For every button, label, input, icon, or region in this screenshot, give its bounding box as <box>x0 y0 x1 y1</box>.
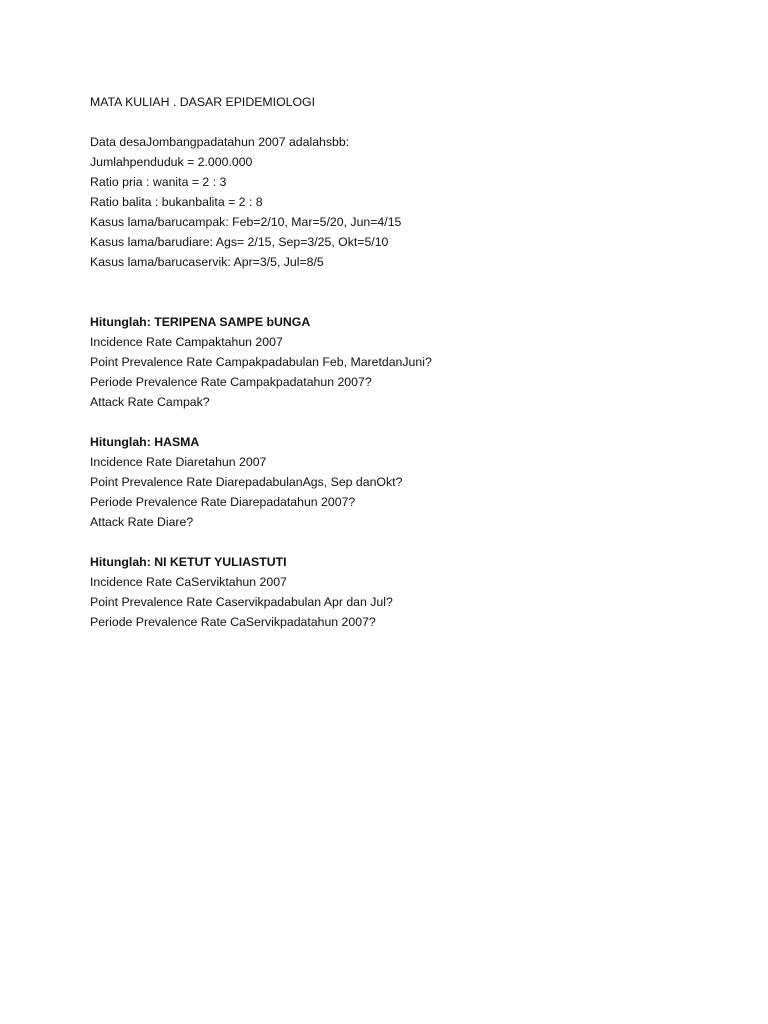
spacer <box>90 112 710 132</box>
task-item: Periode Prevalence Rate Campakpadatahun 2007? <box>90 375 372 389</box>
task-item: Periode Prevalence Rate CaServikpadatahun 2007? <box>90 615 376 629</box>
data-sex-ratio: Ratio pria : wanita = 2 : 3 <box>90 175 227 189</box>
task-item: Incidence Rate Diaretahun 2007 <box>90 455 267 469</box>
task-heading-3: Hitunglah: NI KETUT YULIASTUTI <box>90 555 287 569</box>
data-diarrhea-cases: Kasus lama/barudiare: Ags= 2/15, Sep=3/25, Okt=5/10 <box>90 235 389 249</box>
task-heading-2: Hitunglah: HASMA <box>90 435 200 449</box>
spacer <box>90 412 710 432</box>
data-cervical-cases: Kasus lama/barucaservik: Apr=3/5, Jul=8/5 <box>90 255 324 269</box>
task-item: Incidence Rate CaServiktahun 2007 <box>90 575 287 589</box>
document-title: MATA KULIAH . DASAR EPIDEMIOLOGI <box>90 95 316 109</box>
task-item: Incidence Rate Campaktahun 2007 <box>90 335 283 349</box>
task-item: Attack Rate Diare? <box>90 515 194 529</box>
data-population: Jumlahpenduduk = 2.000.000 <box>90 155 253 169</box>
spacer <box>90 272 710 312</box>
task-item: Point Prevalence Rate DiarepadabulanAgs, Sep danOkt? <box>90 475 403 489</box>
task-item: Periode Prevalence Rate Diarepadatahun 2007? <box>90 495 356 509</box>
task-item: Point Prevalence Rate Caservikpadabulan Apr dan Jul? <box>90 595 393 609</box>
spacer <box>90 532 710 552</box>
data-intro: Data desaJombangpadatahun 2007 adalahsbb: <box>90 135 350 149</box>
document-body <box>90 92 710 632</box>
data-measles-cases: Kasus lama/barucampak: Feb=2/10, Mar=5/20, Jun=4/15 <box>90 215 402 229</box>
data-toddler-ratio: Ratio balita : bukanbalita = 2 : 8 <box>90 195 263 209</box>
task-item: Point Prevalence Rate Campakpadabulan Feb, MaretdanJuni? <box>90 355 432 369</box>
task-item: Attack Rate Campak? <box>90 395 210 409</box>
task-heading-1: Hitunglah: TERIPENA SAMPE bUNGA <box>90 315 311 329</box>
